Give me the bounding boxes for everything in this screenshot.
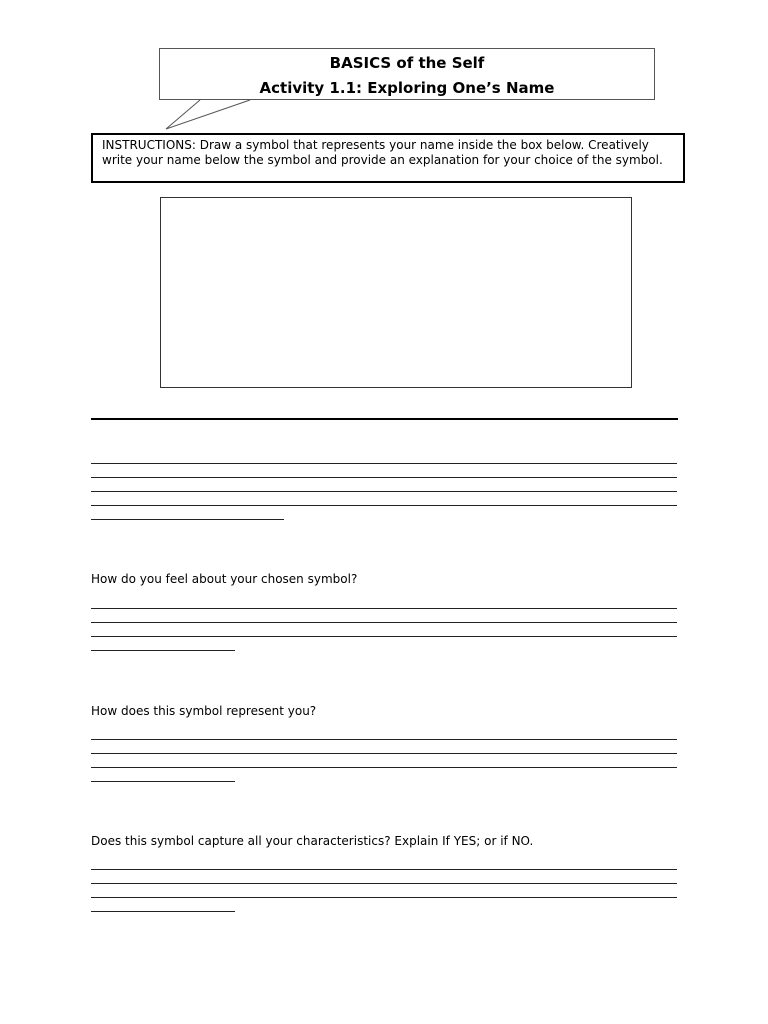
worksheet-title: BASICS of the Self — [329, 54, 485, 72]
answer-line[interactable] — [91, 739, 677, 740]
activity-title: Activity 1.1: Exploring One’s Name — [259, 79, 555, 97]
answer-line[interactable] — [91, 753, 677, 754]
name-writing-line[interactable] — [91, 418, 678, 420]
answer-line[interactable] — [91, 911, 235, 912]
symbol-drawing-area[interactable] — [160, 197, 632, 388]
question-1: How do you feel about your chosen symbol? — [91, 572, 358, 586]
question-2: How does this symbol represent you? — [91, 704, 317, 718]
answer-line[interactable] — [91, 767, 677, 768]
answer-line[interactable] — [91, 519, 284, 520]
answer-line[interactable] — [91, 650, 235, 651]
answer-line[interactable] — [91, 622, 677, 623]
answer-line[interactable] — [91, 636, 677, 637]
answer-line[interactable] — [91, 463, 677, 464]
answer-line[interactable] — [91, 608, 677, 609]
title-callout — [159, 48, 655, 100]
answer-line[interactable] — [91, 781, 235, 782]
answer-line[interactable] — [91, 897, 677, 898]
answer-line[interactable] — [91, 477, 677, 478]
question-3: Does this symbol capture all your characteristics? Explain If YES; or if NO. — [91, 834, 534, 848]
answer-line[interactable] — [91, 505, 677, 506]
instructions-box — [91, 133, 685, 183]
answer-line[interactable] — [91, 869, 677, 870]
answer-line[interactable] — [91, 491, 677, 492]
answer-line[interactable] — [91, 883, 677, 884]
instructions-text: INSTRUCTIONS: Draw a symbol that represents your name inside the box below. Creatively write your name below the symbol and provide an explanation for your choice of the symbol. — [102, 138, 663, 167]
